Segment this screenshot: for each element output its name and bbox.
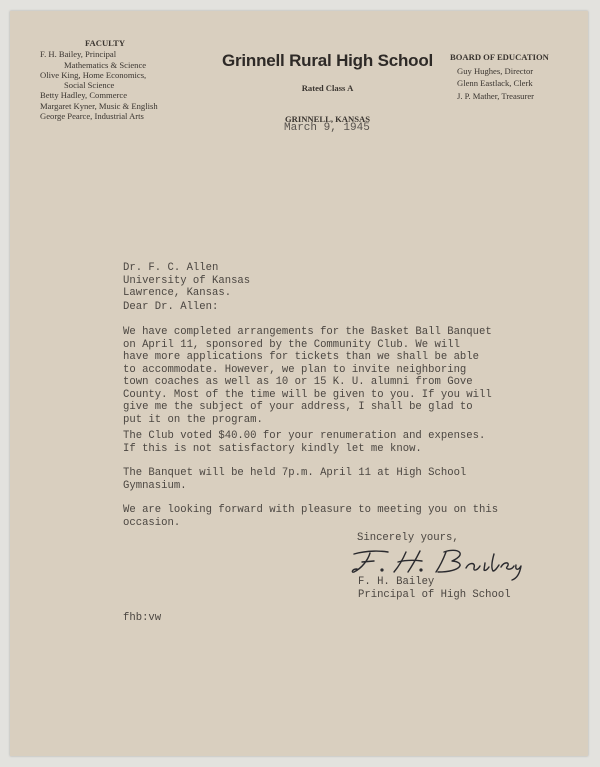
body-paragraph bbox=[123, 504, 498, 529]
signer-name: F. H. Bailey bbox=[358, 576, 435, 588]
faculty-line: Social Science bbox=[64, 80, 115, 91]
body-line: have more applications for tickets than we shall be able bbox=[123, 351, 480, 363]
body-paragraph bbox=[123, 467, 466, 492]
inside-address bbox=[123, 262, 250, 300]
body-line: occasion. bbox=[123, 516, 181, 529]
body-line: give me the subject of your address, I shall be glad to bbox=[123, 401, 473, 413]
school-name: Grinnell Rural High School bbox=[221, 51, 434, 70]
board-member: Guy Hughes, Director bbox=[457, 65, 534, 76]
body-line: town coaches as well as 10 or 15 K. U. alumni from Gove bbox=[123, 376, 473, 388]
reference-initials: fhb:vw bbox=[123, 612, 162, 624]
address-line: University of Kansas bbox=[123, 274, 251, 287]
board-list bbox=[450, 51, 585, 102]
signer-title: Principal of High School bbox=[358, 588, 511, 601]
body-line: Gymnasium. bbox=[123, 479, 187, 492]
body-line: The Banquet will be held 7p.m. April 11 at High School bbox=[123, 467, 467, 479]
body-paragraph bbox=[123, 326, 492, 426]
body-line: If this is not satisfactory kindly let me know. bbox=[123, 442, 422, 455]
faculty-line: F. H. Bailey, Principal bbox=[40, 49, 117, 60]
board-member: J. P. Mather, Treasurer bbox=[457, 90, 534, 101]
body-line: on April 11, sponsored by the Community Club. We will bbox=[123, 338, 460, 351]
body-line: The Club voted $40.00 for your renumeration and expenses. bbox=[123, 430, 486, 442]
faculty-line: Betty Hadley, Commerce bbox=[40, 90, 128, 101]
body-line: We have completed arrangements for the Basket Ball Banquet bbox=[123, 326, 492, 338]
address-line: Lawrence, Kansas. bbox=[123, 287, 232, 299]
body-paragraph bbox=[123, 430, 485, 455]
faculty-line: George Pearce, Industrial Arts bbox=[40, 111, 144, 122]
faculty-line: Margaret Kyner, Music & English bbox=[40, 100, 158, 111]
letter-date: March 9, 1945 bbox=[284, 122, 370, 134]
body-line: to accommodate. However, we plan to invite neighboring bbox=[123, 363, 467, 376]
address-line: Dr. F. C. Allen bbox=[123, 262, 219, 274]
body-line: County. Most of the time will be given to you. If you will bbox=[123, 388, 492, 401]
letter-sheet bbox=[10, 11, 588, 756]
school-location: GRINNELL, KANSAS bbox=[284, 114, 370, 124]
faculty-heading: FACULTY bbox=[84, 38, 126, 48]
faculty-line: Mathematics & Science bbox=[64, 59, 147, 70]
board-heading: BOARD OF EDUCATION bbox=[450, 52, 549, 62]
faculty-list bbox=[40, 38, 210, 121]
signer-block bbox=[358, 576, 511, 601]
faculty-line: Olive King, Home Economics, bbox=[40, 69, 147, 80]
school-rating: Rated Class A bbox=[301, 83, 354, 93]
body-line: We are looking forward with pleasure to meeting you on this bbox=[123, 504, 499, 516]
salutation: Dear Dr. Allen: bbox=[123, 301, 219, 313]
board-member: Glenn Eastlack, Clerk bbox=[457, 78, 533, 88]
body-line: put it on the program. bbox=[123, 413, 263, 426]
closing: Sincerely yours, bbox=[357, 532, 459, 544]
